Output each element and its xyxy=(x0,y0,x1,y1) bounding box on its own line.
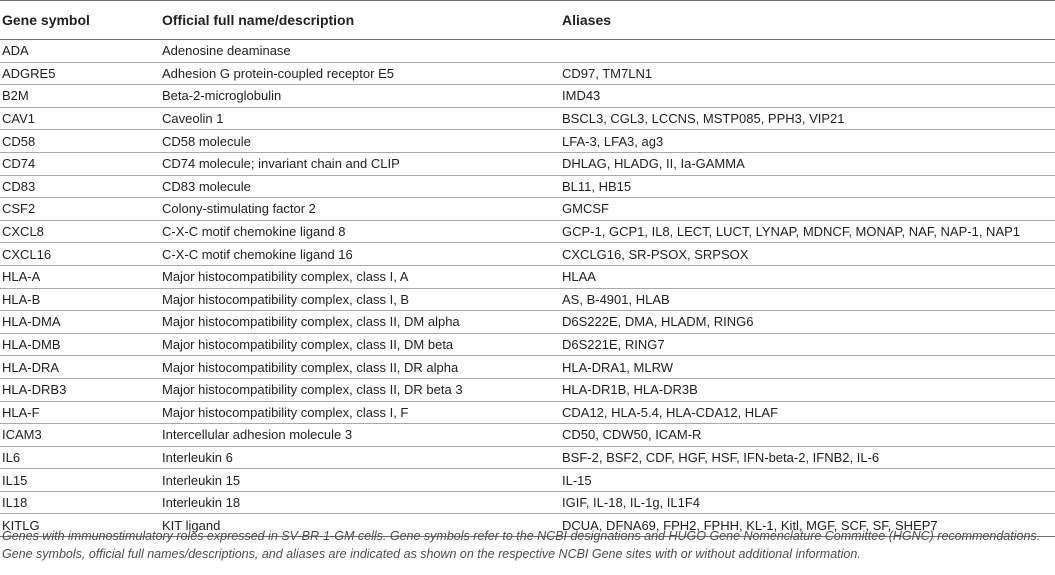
gene-symbol-cell: KITLG xyxy=(0,514,160,537)
full-name-cell: C-X-C motif chemokine ligand 16 xyxy=(160,243,560,266)
table-row xyxy=(0,311,1055,334)
gene-symbol-cell: B2M xyxy=(0,85,160,108)
table-row xyxy=(0,446,1055,469)
aliases-cell: DCUA, DFNA69, FPH2, FPHH, KL-1, Kitl, MGF, SCF, SF, SHEP7 xyxy=(560,514,1055,537)
table-row xyxy=(0,333,1055,356)
aliases-cell: LFA-3, LFA3, ag3 xyxy=(560,130,1055,153)
full-name-cell: Interleukin 18 xyxy=(160,491,560,514)
aliases-cell: HLAA xyxy=(560,265,1055,288)
gene-symbol-cell: HLA-A xyxy=(0,265,160,288)
full-name-cell: Colony-stimulating factor 2 xyxy=(160,198,560,221)
aliases-cell: IGIF, IL-18, IL-1g, IL1F4 xyxy=(560,491,1055,514)
full-name-cell: Major histocompatibility complex, class II, DM alpha xyxy=(160,311,560,334)
aliases-cell: IL-15 xyxy=(560,469,1055,492)
aliases-cell: BSCL3, CGL3, LCCNS, MSTP085, PPH3, VIP21 xyxy=(560,107,1055,130)
gene-symbol-cell: HLA-F xyxy=(0,401,160,424)
gene-symbol-cell: CXCL16 xyxy=(0,243,160,266)
aliases-cell: CXCLG16, SR-PSOX, SRPSOX xyxy=(560,243,1055,266)
gene-symbol-cell: CD83 xyxy=(0,175,160,198)
aliases-cell: BL11, HB15 xyxy=(560,175,1055,198)
table-row xyxy=(0,243,1055,266)
aliases-cell: BSF-2, BSF2, CDF, HGF, HSF, IFN-beta-2, IFNB2, IL-6 xyxy=(560,446,1055,469)
header-full-name: Official full name/description xyxy=(162,12,355,28)
gene-symbol-cell: IL15 xyxy=(0,469,160,492)
aliases-cell: HLA-DR1B, HLA-DR3B xyxy=(560,378,1055,401)
gene-symbol-cell: IL18 xyxy=(0,491,160,514)
table-row xyxy=(0,288,1055,311)
table-row xyxy=(0,152,1055,175)
gene-symbol-cell: ADGRE5 xyxy=(0,62,160,85)
gene-symbol-cell: HLA-DMA xyxy=(0,311,160,334)
aliases-cell: HLA-DRA1, MLRW xyxy=(560,356,1055,379)
header-row xyxy=(0,1,1055,40)
aliases-cell: AS, B-4901, HLAB xyxy=(560,288,1055,311)
gene-symbol-cell: HLA-DRA xyxy=(0,356,160,379)
gene-symbol-cell: CD74 xyxy=(0,152,160,175)
gene-symbol-cell: CXCL8 xyxy=(0,220,160,243)
full-name-cell: C-X-C motif chemokine ligand 8 xyxy=(160,220,560,243)
full-name-cell: Major histocompatibility complex, class II, DR alpha xyxy=(160,356,560,379)
aliases-cell: CD97, TM7LN1 xyxy=(560,62,1055,85)
aliases-cell xyxy=(560,40,1055,63)
table-row xyxy=(0,378,1055,401)
gene-symbol-cell: HLA-DMB xyxy=(0,333,160,356)
full-name-cell: Major histocompatibility complex, class II, DR beta 3 xyxy=(160,378,560,401)
table-row xyxy=(0,424,1055,447)
table-row xyxy=(0,220,1055,243)
gene-symbol-cell: CAV1 xyxy=(0,107,160,130)
full-name-cell: Adenosine deaminase xyxy=(160,40,560,63)
table-header xyxy=(0,1,1055,40)
full-name-cell: Major histocompatibility complex, class II, DM beta xyxy=(160,333,560,356)
full-name-cell: CD58 molecule xyxy=(160,130,560,153)
full-name-cell: Interleukin 6 xyxy=(160,446,560,469)
table-caption: Genes with immunostimulatory roles expressed in SV-BR-1-GM cells. Gene symbols refer to the NCBI designations and HUGO Gene Nomenclature Committee (HGNC) recommendations. Gene symbols, official full names/descriptions, and aliases are indicated as shown on the respective NCBI Gene sites with or without additional information. xyxy=(2,529,1041,561)
aliases-cell: IMD43 xyxy=(560,85,1055,108)
gene-symbol-cell: HLA-DRB3 xyxy=(0,378,160,401)
table-row xyxy=(0,85,1055,108)
full-name-cell: Caveolin 1 xyxy=(160,107,560,130)
table-row xyxy=(0,469,1055,492)
gene-symbol-cell: ADA xyxy=(0,40,160,63)
gene-symbol-cell: CD58 xyxy=(0,130,160,153)
aliases-cell: CD50, CDW50, ICAM-R xyxy=(560,424,1055,447)
aliases-cell: CDA12, HLA-5.4, HLA-CDA12, HLAF xyxy=(560,401,1055,424)
table-row xyxy=(0,107,1055,130)
header-gene-symbol: Gene symbol xyxy=(2,12,90,28)
gene-symbol-cell: ICAM3 xyxy=(0,424,160,447)
full-name-cell: Intercellular adhesion molecule 3 xyxy=(160,424,560,447)
full-name-cell: Major histocompatibility complex, class I, A xyxy=(160,265,560,288)
table-row xyxy=(0,265,1055,288)
aliases-cell: GMCSF xyxy=(560,198,1055,221)
gene-symbol-cell: HLA-B xyxy=(0,288,160,311)
aliases-cell: D6S222E, DMA, HLADM, RING6 xyxy=(560,311,1055,334)
table-row xyxy=(0,130,1055,153)
full-name-cell: Major histocompatibility complex, class I, F xyxy=(160,401,560,424)
full-name-cell: CD83 molecule xyxy=(160,175,560,198)
full-name-cell: CD74 molecule; invariant chain and CLIP xyxy=(160,152,560,175)
full-name-cell: Beta-2-microglobulin xyxy=(160,85,560,108)
full-name-cell: Major histocompatibility complex, class I, B xyxy=(160,288,560,311)
aliases-cell: D6S221E, RING7 xyxy=(560,333,1055,356)
table-body xyxy=(0,40,1055,537)
table-row xyxy=(0,40,1055,63)
aliases-cell: DHLAG, HLADG, II, Ia-GAMMA xyxy=(560,152,1055,175)
table-row xyxy=(0,175,1055,198)
table-row xyxy=(0,356,1055,379)
full-name-cell: Interleukin 15 xyxy=(160,469,560,492)
aliases-cell: GCP-1, GCP1, IL8, LECT, LUCT, LYNAP, MDNCF, MONAP, NAF, NAP-1, NAP1 xyxy=(560,220,1055,243)
table-row xyxy=(0,491,1055,514)
full-name-cell: KIT ligand xyxy=(160,514,560,537)
gene-symbol-cell: CSF2 xyxy=(0,198,160,221)
table-row xyxy=(0,62,1055,85)
header-aliases: Aliases xyxy=(562,12,612,28)
gene-symbol-cell: IL6 xyxy=(0,446,160,469)
full-name-cell: Adhesion G protein-coupled receptor E5 xyxy=(160,62,560,85)
table-row xyxy=(0,401,1055,424)
table-row xyxy=(0,198,1055,221)
